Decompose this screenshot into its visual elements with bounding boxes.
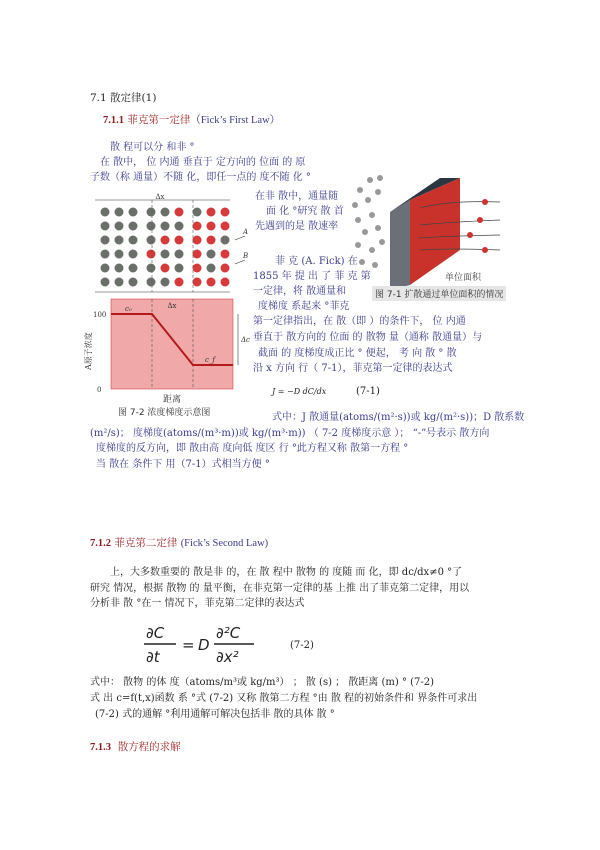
atom [161, 250, 170, 259]
atom [115, 278, 124, 287]
equation-label: (7-1) [356, 386, 380, 397]
atom [161, 222, 170, 231]
heading-number: 7.1.3 [90, 742, 111, 753]
heading-number: 7.1.1 [103, 115, 124, 126]
heading-en: (Fick’s Second Law) [180, 538, 269, 549]
atom [115, 236, 124, 245]
atom [207, 222, 216, 231]
atom [207, 236, 216, 245]
atom [193, 208, 202, 217]
para-line: (7-2) 式的通解 °利用通解可解决包括非 散的具体 散 ° [95, 709, 335, 720]
heading-text: 散方程的求解 [117, 741, 181, 753]
para-line: 式 出 c=f(t,x)函数 系 °式 (7-2) 又称 散第二方程 °由 散 程的初始条件和 界条件可求出 [90, 693, 478, 704]
y-axis-label: A原子浓度 [84, 332, 93, 370]
para-line: 散 程可以分 和非 ° [110, 142, 195, 153]
atom [115, 222, 124, 231]
svg-text:∂²C: ∂²C [216, 624, 241, 642]
atom-grid [101, 200, 230, 292]
atom [101, 264, 110, 273]
para-line: 式中： 散物 的体 度（atoms/m³或 kg/m³） ； 散 (s) ； 散距离 (m) ° (7-2) [90, 677, 435, 688]
atom [101, 208, 110, 217]
atom [161, 278, 170, 287]
svg-text:∂x²: ∂x² [216, 648, 239, 666]
cf-label: c_f [205, 356, 216, 364]
atom [101, 222, 110, 231]
atom [175, 236, 184, 245]
svg-text:D: D [198, 636, 210, 654]
atom [193, 278, 202, 287]
atom [115, 250, 124, 259]
para-line: 式中：J 散通量(atoms/(m²·s))或 kg/(m²·s))；D 散系数 [272, 412, 525, 423]
svg-text:=: = [182, 636, 195, 654]
section-title: 7.1 散定律(1) [90, 92, 157, 104]
para-line: 在非 散中，通量随 [255, 191, 339, 202]
atom [175, 222, 184, 231]
heading-text: 菲克第一定律 [127, 114, 191, 126]
unit-area-label: 单位面积 [445, 273, 482, 283]
equation-7-2 [140, 620, 260, 670]
equation-7-1: J = −D dC/dx [272, 387, 327, 396]
atom [207, 250, 216, 259]
para-line: 第一定律指出，在 散（即 ）的条件下， 位 内通 [253, 316, 466, 327]
c0-label: c₀ [125, 305, 132, 313]
atom [115, 208, 124, 217]
atom [207, 278, 216, 287]
atom [147, 208, 156, 217]
heading-7-1-2 [90, 537, 268, 550]
atom [193, 264, 202, 273]
atom [129, 264, 138, 273]
label-a: A [243, 228, 249, 236]
atom [161, 236, 170, 245]
para-line: 菲 克 (A. Fick) 在 [275, 256, 358, 267]
heading-text: 菲克第二定律 [114, 537, 178, 549]
delta-x-label: Δx [167, 302, 177, 310]
figure-7-2-caption: 图 7-2 浓度梯度示意图 [118, 408, 211, 418]
para-line: 度梯度的反方向，即 散由高 度向低 度区 行 °此方程又称 散第一方程 ° [96, 443, 409, 454]
para-line: 先遇到的是 散速率 [255, 221, 339, 232]
delta-c-label: Δc [241, 336, 250, 344]
y-tick-100: 100 [93, 311, 107, 319]
atom [221, 236, 230, 245]
svg-text:∂t: ∂t [146, 648, 160, 666]
para-line: 子数（称 通量）不随 化，即任一点的 度不随 化 ° [90, 172, 311, 183]
para-line: 1855 年 提 出 了 菲 克 第 [253, 271, 371, 282]
para-line: 在 散中， 位 内通 垂直于 定方向的 位面 的 原 [100, 157, 306, 168]
atom [101, 236, 110, 245]
atom [129, 208, 138, 217]
x-axis-label: 距离 [162, 395, 182, 405]
delta-x-label: Δx [155, 193, 165, 201]
atom [147, 264, 156, 273]
atom [221, 264, 230, 273]
svg-text:∂C: ∂C [146, 624, 165, 642]
para-line: 分析非 散 °在一 情况下，菲克第二定律的表达式 [90, 598, 305, 609]
atom [161, 208, 170, 217]
atom [221, 208, 230, 217]
label-b: B [243, 252, 249, 260]
atom [129, 222, 138, 231]
heading-number: 7.1.2 [90, 538, 111, 549]
atom [147, 278, 156, 287]
para-line: 当 散在 条件下 用（7-1）式相当方便 ° [96, 459, 270, 470]
particles-left [352, 175, 385, 268]
atom [129, 236, 138, 245]
para-line: 垂直于 散方向的 位面 的 散物 量（通称 散通量）与 [253, 332, 483, 343]
para-line: 面 化 °研究 散 首 [266, 206, 344, 217]
atom [101, 250, 110, 259]
atom [175, 208, 184, 217]
atom [147, 236, 156, 245]
para-line: 截面 的 度梯度成正比 ° 便起， 考 向 散 ° 散 [258, 348, 457, 359]
para-line: 上，大多数重要的 散是非 的，在 散 程中 散物 的 度随 而 化，即 dc/dx≠0 °了 [110, 567, 463, 578]
figure-7-2-concentration-gradient [85, 192, 250, 407]
atom [129, 278, 138, 287]
atom [221, 250, 230, 259]
para-line: (m²/s)； 度梯度(atoms/(m³·m))或 kg/(m³·m)) （ 7-2 度梯度示意 ）； “-”号表示 散方向 [90, 428, 490, 439]
heading-7-1-1 [103, 114, 280, 127]
equation-label: (7-2) [290, 640, 314, 651]
heading-7-1-3 [90, 741, 181, 754]
atom [207, 264, 216, 273]
para-line: 一定律，将 散通量和 [253, 286, 347, 297]
atom [221, 278, 230, 287]
para-line: 沿 x 方向 行（ 7-1），菲克第一定律的表达式 [253, 363, 453, 374]
figure-7-1-diffusion-wall [350, 150, 520, 290]
atom [175, 264, 184, 273]
atom [175, 250, 184, 259]
atom [193, 222, 202, 231]
atom [221, 222, 230, 231]
atom [147, 250, 156, 259]
atom [193, 250, 202, 259]
figure-7-1-caption: 图 7-1 扩散通过单位面积的情况 [372, 286, 506, 301]
heading-en: （Fick’s First Law） [190, 115, 281, 126]
atom [101, 278, 110, 287]
atom [193, 236, 202, 245]
y-tick-0: 0 [97, 386, 102, 394]
atom [175, 278, 184, 287]
atom [129, 250, 138, 259]
atom [115, 264, 124, 273]
para-line: 研究 情况，根据 散物 的 量平衡，在非克第一定律的基 上推 出了菲克第二定律，用以 [90, 583, 470, 594]
para-line: 度梯度 系起来 °菲克 [258, 301, 350, 312]
atom [147, 222, 156, 231]
atom [207, 208, 216, 217]
atom [161, 264, 170, 273]
